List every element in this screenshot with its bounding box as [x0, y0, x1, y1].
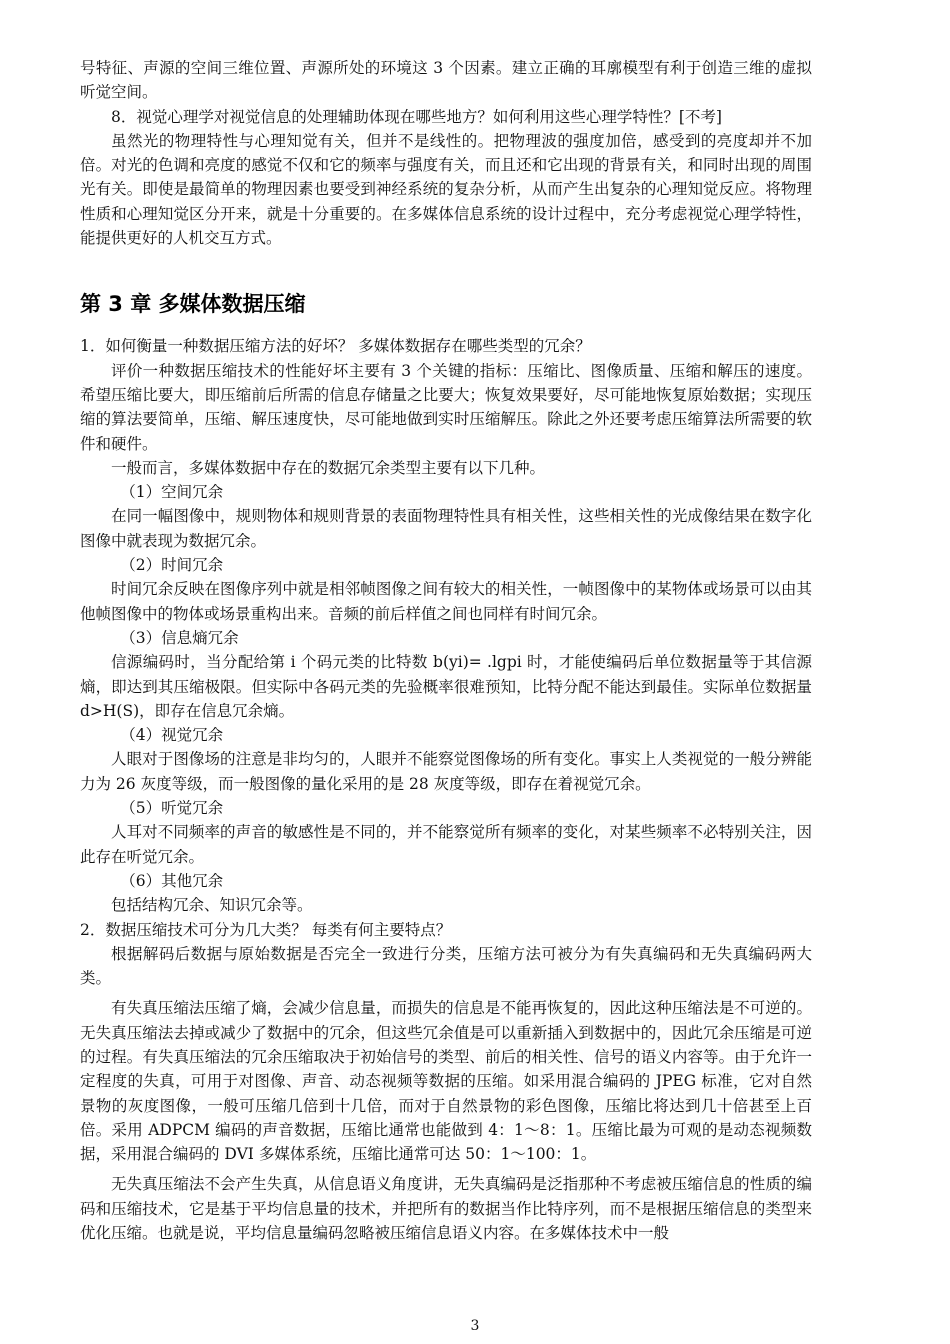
redundancy-text-spatial: 在同一幅图像中，规则物体和规则背景的表面物理特性具有相关性，这些相关性的光成像结果在数字化图像中就表现为数据冗余。: [80, 507, 812, 550]
redundancy-text-entropy: 信源编码时，当分配给第 i 个码元类的比特数 b(yi)= .lgpi 时，才能使编码后单位数据量等于其信源熵，即达到其压缩极限。但实际中各码元类的先验概率很难预知，比特分配不能达到最佳。实际单位数据量 d>H(S)，即存在信息冗余熵。: [80, 653, 812, 720]
redundancy-text-temporal: 时间冗余反映在图像序列中就是相邻帧图像之间有较大的相关性，一帧图像中的某物体或场景可以由其他帧图像中的物体或场景重构出来。音频的前后样值之间也同样有时间冗余。: [80, 580, 812, 623]
continuation-paragraph: 号特征、声源的空间三维位置、声源所处的环境这 3 个因素。建立正确的耳廓模型有利于创造三维的虚拟听觉空间。: [80, 59, 812, 102]
question-1-answer-para-1: 评价一种数据压缩技术的性能好坏主要有 3 个关键的指标：压缩比、图像质量、压缩和解压的速度。希望压缩比要大，即压缩前后所需的信息存储量之比要大；恢复效果要好，尽可能地恢复原始数据；实现压缩的算法要简单，压缩、解压速度快，尽可能地做到实时压缩解压。除此之外还要考虑压缩算法所需要的软件和硬件。: [80, 361, 812, 453]
redundancy-heading-temporal: （2）时间冗余: [120, 556, 224, 575]
redundancy-heading-entropy: （3）信息熵冗余: [120, 628, 239, 647]
redundancy-heading-auditory: （5）听觉冗余: [120, 799, 224, 818]
page-number: 3: [470, 1318, 480, 1334]
redundancy-heading-visual: （4）视觉冗余: [120, 726, 224, 745]
question-8-answer: 虽然光的物理特性与心理知觉有关，但并不是线性的。把物理波的强度加倍，感受到的亮度却并不加倍。对光的色调和亮度的感觉不仅和它的频率与强度有关，而且还和它出现的背景有关，和同时出现的周围光有关。即使是最简单的物理因素也要受到神经系统的复杂分析，从而产生出复杂的心理知觉反应。将物理性质和心理知觉区分开来，就是十分重要的。在多媒体信息系统的设计过程中，充分考虑视觉心理学特性，能提供更好的人机交互方式。: [80, 131, 812, 248]
redundancy-heading-spatial: （1）空间冗余: [120, 483, 224, 502]
question-2-answer-para-1: 根据解码后数据与原始数据是否完全一致进行分类，压缩方法可被分为有失真编码和无失真编码两大类。: [80, 944, 812, 988]
question-2-answer-para-2: 有失真压缩法压缩了熵，会减少信息量，而损失的信息是不能再恢复的，因此这种压缩法是不可逆的。无失真压缩法去掉或减少了数据中的冗余，但这些冗余值是可以重新插入到数据中的，因此冗余压缩是可逆的过程。有失真压缩法的冗余压缩取决于初始信号的类型、前后的相关性、信号的语义内容等。由于允许一定程度的失真，可用于对图像、声音、动态视频等数据的压缩。如采用混合编码的 JPEG 标准，它对自然景物的灰度图像，一般可压缩几倍到十几倍，而对于自然景物的彩色图像，压缩比将达到几十倍甚至上百倍。采用 ADPCM 编码的声音数据，压缩比通常也能做到 4：1～8：1。压缩比最为可观的是动态视频数据，采用混合编码的 DVI 多媒体系统，压缩比通常可达 50：1～100：1。: [80, 999, 812, 1164]
redundancy-heading-other: （6）其他冗余: [120, 871, 224, 890]
redundancy-text-other: 包括结构冗余、知识冗余等。: [111, 896, 313, 915]
question-1: 1．如何衡量一种数据压缩方法的好坏？ 多媒体数据存在哪些类型的冗余？: [80, 337, 591, 356]
chapter-title: 第 3 章 多媒体数据压缩: [80, 292, 306, 317]
redundancy-text-visual: 人眼对于图像场的注意是非均匀的，人眼并不能察觉图像场的所有变化。事实上人类视觉的一般分辨能力为 26 灰度等级，而一般图像的量化采用的是 28 灰度等级，即存在着视觉冗余。: [80, 750, 812, 793]
question-2: 2．数据压缩技术可分为几大类？ 每类有何主要特点？: [80, 920, 452, 939]
question-8: 8．视觉心理学对视觉信息的处理辅助体现在哪些地方？如何利用这些心理学特性？[不考]: [111, 107, 722, 126]
redundancy-text-auditory: 人耳对不同频率的声音的敏感性是不同的，并不能察觉所有频率的变化，对某些频率不必特别关注，因此存在听觉冗余。: [80, 823, 812, 866]
question-2-answer-para-3: 无失真压缩法不会产生失真，从信息语义角度讲，无失真编码是泛指那种不考虑被压缩信息的性质的编码和压缩技术，它是基于平均信息量的技术，并把所有的数据当作比特序列，而不是根据压缩信息的类型来优化压缩。也就是说，平均信息量编码忽略被压缩信息语义内容。在多媒体技术中一般: [80, 1175, 812, 1243]
question-1-answer-para-2: 一般而言，多媒体数据中存在的数据冗余类型主要有以下几种。: [111, 458, 546, 477]
